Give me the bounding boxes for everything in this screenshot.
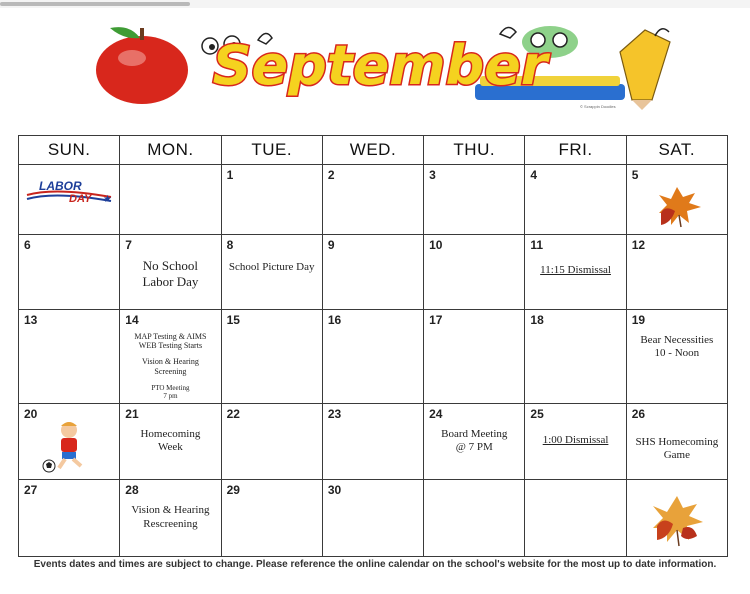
- weekday-header-row: [19, 136, 728, 165]
- pencil-icon: [620, 29, 670, 110]
- event-text: Vision & Hearing: [131, 503, 210, 516]
- day-cell: [120, 235, 221, 310]
- event-text: Bear Necessities: [640, 334, 714, 347]
- day-cell: [424, 165, 525, 235]
- day-number: 23: [327, 406, 342, 421]
- disclaimer-footer: Events dates and times are subject to change. Please reference the online calendar on the school's website for the most up to date information.: [33, 559, 717, 570]
- event-text: 11:15 Dismissal: [540, 264, 611, 277]
- day-cell: [221, 403, 322, 479]
- event-text: Vision & Hearing: [142, 357, 199, 367]
- weekday-header: FRI.: [525, 136, 626, 165]
- event-text: 7 pm: [163, 392, 178, 401]
- weekday-header: WED.: [322, 136, 423, 165]
- weekday-header: SUN.: [19, 136, 120, 165]
- day-cell: [120, 403, 221, 479]
- day-cell: [525, 165, 626, 235]
- autumn-leaves-icon: [643, 494, 709, 550]
- day-number: 7: [125, 238, 132, 253]
- day-number: 26: [631, 406, 646, 421]
- calendar-grid: [18, 135, 728, 557]
- day-number: 14: [125, 313, 139, 328]
- day-number: 25: [530, 406, 544, 421]
- event-text: PTO Meeting: [151, 384, 190, 393]
- day-number: 15: [226, 313, 240, 328]
- calendar-week-row: [19, 235, 728, 310]
- day-number: 29: [226, 482, 240, 497]
- labor-day-logo-line1: LABOR: [39, 179, 82, 194]
- event-text: Screening: [154, 367, 187, 377]
- event-text: Board Meeting: [441, 427, 508, 440]
- day-number: 4: [530, 168, 538, 183]
- event-text: Labor Day: [142, 274, 199, 290]
- day-number: 30: [327, 482, 342, 497]
- day-number: 16: [327, 313, 342, 328]
- event-text: Homecoming: [140, 427, 201, 440]
- day-cell: [322, 479, 423, 556]
- star-icon: ★: [103, 194, 112, 206]
- day-cell: [525, 235, 626, 310]
- day-cell: [19, 479, 120, 556]
- labor-day-logo-line2: DAY: [69, 193, 92, 206]
- labor-day-logo: [25, 177, 113, 207]
- event-text: MAP Testing & AIMS: [134, 332, 207, 342]
- banner-title: September: [212, 34, 548, 97]
- day-number: 3: [429, 168, 436, 183]
- day-number: 5: [631, 168, 639, 183]
- autumn-leaves-icon: [651, 183, 705, 229]
- day-cell: [525, 403, 626, 479]
- day-number: 17: [429, 313, 443, 328]
- event-text: @ 7 PM: [455, 440, 493, 453]
- day-cell: [626, 403, 727, 479]
- weekday-header: THU.: [424, 136, 525, 165]
- day-cell: [19, 310, 120, 403]
- calendar-week-row: [19, 310, 728, 403]
- day-cell: [19, 235, 120, 310]
- event-text: School Picture Day: [228, 261, 315, 274]
- day-number: 9: [327, 238, 335, 253]
- day-number: 27: [24, 482, 38, 497]
- day-cell: [221, 310, 322, 403]
- event-text: WEB Testing Starts: [138, 341, 203, 351]
- day-number: 11: [530, 238, 544, 253]
- day-cell: [221, 479, 322, 556]
- day-cell: [120, 310, 221, 403]
- day-number: 10: [429, 238, 443, 253]
- progress-indicator: [0, 2, 190, 6]
- day-cell-empty: [525, 479, 626, 556]
- day-cell: [221, 165, 322, 235]
- day-number: 22: [226, 406, 240, 421]
- day-number: 6: [24, 238, 31, 253]
- event-text: 1:00 Dismissal: [542, 433, 609, 446]
- day-number: 20: [24, 406, 38, 421]
- weekday-header: SAT.: [626, 136, 727, 165]
- day-cell-empty: [19, 165, 120, 235]
- event-text: Rescreening: [143, 517, 198, 530]
- day-cell: [120, 479, 221, 556]
- calendar-week-row: [19, 479, 728, 556]
- day-number: 19: [631, 313, 646, 328]
- day-cell: [221, 235, 322, 310]
- event-text: 10 - Noon: [654, 347, 700, 360]
- day-number: 21: [125, 406, 139, 421]
- day-cell-empty: [424, 479, 525, 556]
- day-number: 2: [327, 168, 335, 183]
- weekday-header: TUE.: [221, 136, 322, 165]
- day-cell: [322, 403, 423, 479]
- day-cell: [626, 165, 727, 235]
- event-text: Week: [158, 440, 183, 453]
- day-cell: [322, 310, 423, 403]
- banner-copyright: © Scrappin Doodles: [580, 104, 616, 109]
- day-cell: [525, 310, 626, 403]
- event-text: No School: [142, 258, 199, 274]
- event-text: SHS Homecoming: [635, 435, 719, 448]
- day-cell: [626, 235, 727, 310]
- day-cell: [424, 235, 525, 310]
- calendar-week-row: [19, 165, 728, 235]
- day-number: 13: [24, 313, 38, 328]
- day-number: 24: [429, 406, 443, 421]
- day-number: 12: [631, 238, 646, 253]
- day-number: 18: [530, 313, 544, 328]
- day-number: 8: [226, 238, 234, 253]
- image-viewer-progress-bar: [0, 0, 750, 8]
- day-cell: [322, 165, 423, 235]
- weekday-header: MON.: [120, 136, 221, 165]
- day-cell: [19, 403, 120, 479]
- day-cell: [322, 235, 423, 310]
- day-number: 28: [125, 482, 139, 497]
- day-cell: [424, 310, 525, 403]
- calendar-week-row: [19, 403, 728, 479]
- event-text: Game: [663, 448, 690, 461]
- day-cell: [626, 310, 727, 403]
- day-number: 1: [226, 168, 234, 183]
- day-cell: [424, 403, 525, 479]
- day-cell-empty: [120, 165, 221, 235]
- day-cell-empty: [626, 479, 727, 556]
- soccer-boy-icon: [39, 420, 97, 474]
- september-banner: [80, 22, 680, 112]
